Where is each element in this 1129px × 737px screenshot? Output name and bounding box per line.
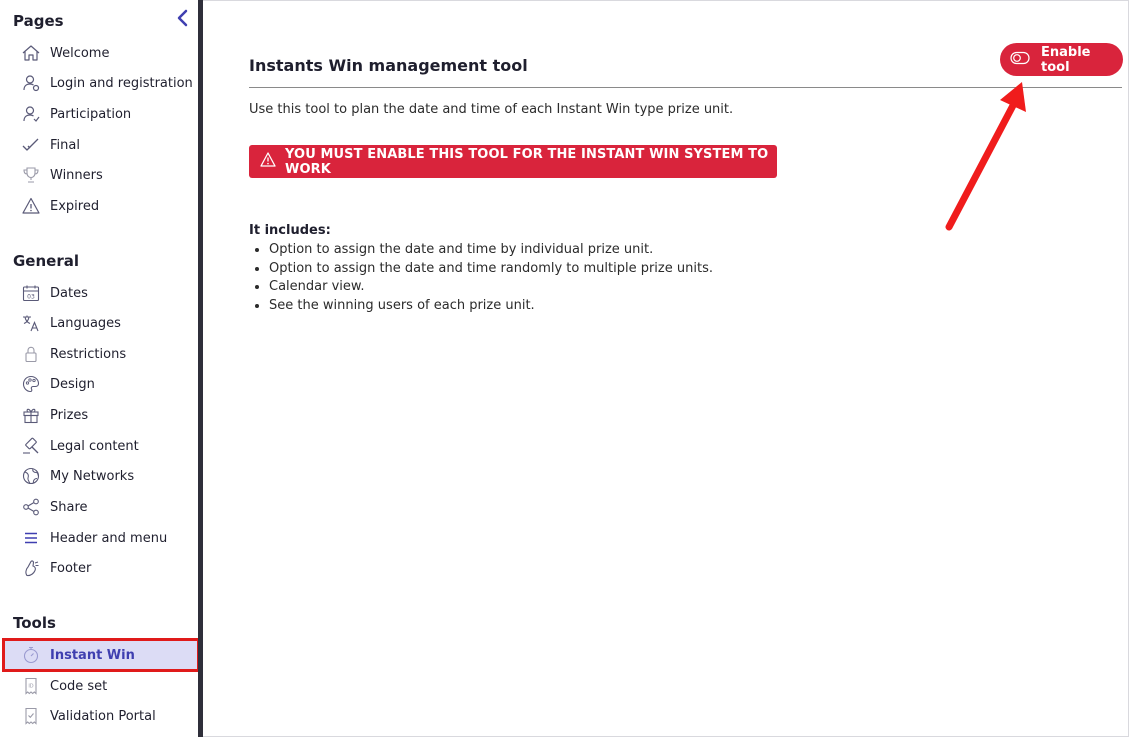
tool-description: Use this tool to plan the date and time of each Instant Win type prize unit. — [249, 102, 734, 117]
sidebar-item-expired[interactable] — [4, 191, 198, 221]
sidebar-item-final[interactable] — [4, 130, 198, 160]
collapse-sidebar-button[interactable] — [174, 8, 192, 28]
enable-tool-button[interactable] — [1000, 43, 1123, 76]
gavel-icon — [21, 436, 41, 456]
sidebar-item-label: Languages — [50, 315, 121, 331]
sidebar-item-label: Validation Portal — [50, 708, 156, 724]
palette-icon — [21, 374, 41, 394]
user-participation-icon — [21, 104, 41, 124]
lock-icon — [21, 344, 41, 364]
sidebar-item-design[interactable] — [4, 369, 198, 399]
section-title-general: General — [13, 252, 79, 270]
sidebar-item-label: Legal content — [50, 438, 139, 454]
svg-text:ID: ID — [28, 683, 34, 690]
share-icon — [21, 497, 41, 517]
sidebar-item-validation-portal[interactable] — [4, 701, 198, 731]
double-check-icon — [21, 135, 41, 155]
trophy-icon — [21, 165, 41, 185]
sidebar-item-instant-win[interactable] — [4, 640, 198, 670]
user-login-icon — [21, 73, 41, 93]
svg-text:03: 03 — [27, 293, 35, 301]
sidebar-item-share[interactable] — [4, 492, 198, 522]
sidebar-item-prizes[interactable] — [4, 400, 198, 430]
list-item: • Calendar view. — [269, 278, 713, 297]
sidebar-item-label: Restrictions — [50, 346, 127, 362]
sidebar-item-label: Welcome — [50, 45, 110, 61]
sidebar-item-label: Footer — [50, 560, 92, 576]
sidebar-item-label: Final — [50, 137, 80, 153]
menu-icon — [21, 528, 41, 548]
sidebar-item-label: Prizes — [50, 407, 89, 423]
sidebar-item-login-and-registration[interactable] — [4, 68, 198, 98]
section-title-tools: Tools — [13, 614, 56, 632]
sidebar-item-label: Design — [50, 376, 95, 392]
gift-icon — [21, 405, 41, 425]
sidebar-item-label: My Networks — [50, 468, 135, 484]
home-icon — [21, 43, 41, 63]
sidebar-item-label: Share — [50, 499, 88, 515]
sidebar-item-label: Participation — [50, 106, 132, 122]
includes-list — [249, 241, 713, 316]
sidebar-item-winners[interactable] — [4, 160, 198, 190]
translate-icon — [21, 313, 41, 333]
sidebar-item-label: Login and registration — [50, 75, 193, 91]
sidebar-item-my-networks[interactable] — [4, 461, 198, 491]
sidebar-item-footer[interactable] — [4, 553, 198, 583]
includes-title: It includes: — [249, 223, 331, 238]
sidebar-item-label: Expired — [50, 198, 100, 214]
sidebar-item-label: Header and menu — [50, 530, 168, 546]
chevron-left-icon — [174, 8, 192, 28]
sidebar-item-label: Code set — [50, 678, 108, 694]
sidebar-item-legal-content[interactable] — [4, 431, 198, 461]
list-item: • Option to assign the date and time randomly to multiple prize units. — [269, 260, 713, 279]
sidebar-item-participation[interactable] — [4, 99, 198, 129]
ticket-icon — [21, 676, 41, 696]
warning-text: YOU MUST ENABLE THIS TOOL FOR THE INSTANT WIN SYSTEM TO WORK — [285, 146, 769, 177]
sidebar — [0, 0, 198, 737]
list-item: • See the winning users of each prize unit. — [269, 297, 713, 316]
ticket-check-icon — [21, 706, 41, 726]
enable-tool-label: Enable tool — [1041, 44, 1091, 75]
warning-banner — [249, 145, 777, 178]
sidebar-item-label: Winners — [50, 167, 103, 183]
globe-icon — [21, 466, 41, 486]
footer-icon — [21, 558, 41, 578]
toggle-off-icon — [1010, 50, 1030, 69]
sidebar-item-welcome[interactable] — [4, 38, 198, 68]
stopwatch-icon — [21, 645, 41, 665]
annotation-arrow-icon — [940, 78, 1030, 233]
sidebar-item-dates[interactable] — [4, 278, 198, 308]
warning-icon — [260, 152, 276, 171]
sidebar-item-label: Instant Win — [50, 647, 135, 663]
sidebar-item-code-set[interactable] — [4, 671, 198, 701]
section-title-pages: Pages — [13, 12, 64, 30]
sidebar-item-languages[interactable] — [4, 308, 198, 338]
sidebar-item-header-and-menu[interactable] — [4, 523, 198, 553]
calendar-icon — [21, 283, 41, 303]
sidebar-item-restrictions[interactable] — [4, 339, 198, 369]
page-title: Instants Win management tool — [249, 56, 528, 75]
warning-icon — [21, 196, 41, 216]
sidebar-item-label: Dates — [50, 285, 88, 301]
list-item: • Option to assign the date and time by individual prize unit. — [269, 241, 713, 260]
